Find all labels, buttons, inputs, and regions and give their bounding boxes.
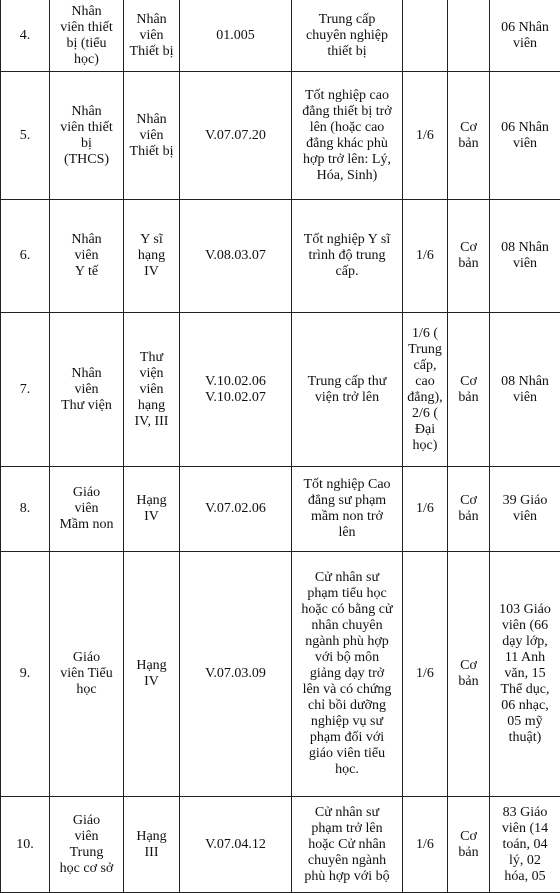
- table-row: [1, 797, 560, 893]
- qualification: Cử nhân sư phạm tiểu học hoặc có bằng cử nhân chuyên ngành phù hợp với bộ môn giảng dạy trở lên và có chứng chỉ bồi dưỡng nghiệp vụ sư phạm đối với giáo viên tiểu học.: [292, 552, 403, 797]
- row-number: 7.: [1, 313, 50, 467]
- quantity: 08 Nhân viên: [490, 313, 560, 467]
- job-title: Nhân viên Thiết bị: [124, 0, 180, 72]
- ratio: 1/6: [403, 200, 448, 313]
- position-name: Giáo viên Tiểu học: [50, 552, 124, 797]
- job-code: V.07.07.20: [180, 72, 292, 200]
- table-row: [1, 72, 560, 200]
- table-row: [1, 467, 560, 552]
- job-title: Y sĩ hạng IV: [124, 200, 180, 313]
- level: Cơ bản: [448, 200, 490, 313]
- level: Cơ bản: [448, 552, 490, 797]
- position-name: Nhân viên Thư viện: [50, 313, 124, 467]
- row-number: 4.: [1, 0, 50, 72]
- quantity: 83 Giáo viên (14 toán, 04 lý, 02 hóa, 05: [490, 797, 560, 893]
- position-name: Giáo viên Mầm non: [50, 467, 124, 552]
- row-number: 8.: [1, 467, 50, 552]
- quantity: 103 Giáo viên (66 dạy lớp, 11 Anh văn, 15 Thể dục, 06 nhạc, 05 mỹ thuật): [490, 552, 560, 797]
- qualification: Tốt nghiệp Cao đẳng sư phạm mầm non trở lên: [292, 467, 403, 552]
- level: Cơ bản: [448, 313, 490, 467]
- qualification: Trung cấp chuyên nghiệp thiết bị: [292, 0, 403, 72]
- quantity: 06 Nhân viên: [490, 72, 560, 200]
- position-name: Giáo viên Trung học cơ sở: [50, 797, 124, 893]
- qualification: Tốt nghiệp cao đẳng thiết bị trở lên (hoặc cao đẳng khác phù hợp trở lên: Lý, Hóa, Sinh): [292, 72, 403, 200]
- ratio: 1/6: [403, 797, 448, 893]
- level: Cơ bản: [448, 72, 490, 200]
- qualification: Cử nhân sư phạm trở lên hoặc Cử nhân chuyên ngành phù hợp với bộ: [292, 797, 403, 893]
- quantity: 06 Nhân viên: [490, 0, 560, 72]
- position-name: Nhân viên Y tế: [50, 200, 124, 313]
- row-number: 9.: [1, 552, 50, 797]
- position-name: Nhân viên thiết bị (THCS): [50, 72, 124, 200]
- qualification: Trung cấp thư viện trở lên: [292, 313, 403, 467]
- position-name: Nhân viên thiết bị (tiểu học): [50, 0, 124, 72]
- job-code: V.07.04.12: [180, 797, 292, 893]
- level: Cơ bản: [448, 797, 490, 893]
- job-title: Hạng IV: [124, 467, 180, 552]
- job-code: V.07.02.06: [180, 467, 292, 552]
- job-title: Thư viện viên hạng IV, III: [124, 313, 180, 467]
- table-row: [1, 0, 560, 72]
- job-code: V.10.02.06 V.10.02.07: [180, 313, 292, 467]
- row-number: 5.: [1, 72, 50, 200]
- level: Cơ bản: [448, 467, 490, 552]
- quantity: 39 Giáo viên: [490, 467, 560, 552]
- qualification: Tốt nghiệp Y sĩ trình độ trung cấp.: [292, 200, 403, 313]
- level: [448, 0, 490, 72]
- ratio: 1/6: [403, 72, 448, 200]
- job-title: Hạng IV: [124, 552, 180, 797]
- ratio: 1/6 ( Trung cấp, cao đẳng), 2/6 ( Đại học): [403, 313, 448, 467]
- ratio: 1/6: [403, 467, 448, 552]
- job-code: V.07.03.09: [180, 552, 292, 797]
- ratio: 1/6: [403, 552, 448, 797]
- job-title: Hạng III: [124, 797, 180, 893]
- row-number: 6.: [1, 200, 50, 313]
- quantity: 08 Nhân viên: [490, 200, 560, 313]
- job-title: Nhân viên Thiết bị: [124, 72, 180, 200]
- job-code: 01.005: [180, 0, 292, 72]
- table-row: [1, 313, 560, 467]
- ratio: [403, 0, 448, 72]
- table-row: [1, 552, 560, 797]
- row-number: 10.: [1, 797, 50, 893]
- table-row: [1, 200, 560, 313]
- job-code: V.08.03.07: [180, 200, 292, 313]
